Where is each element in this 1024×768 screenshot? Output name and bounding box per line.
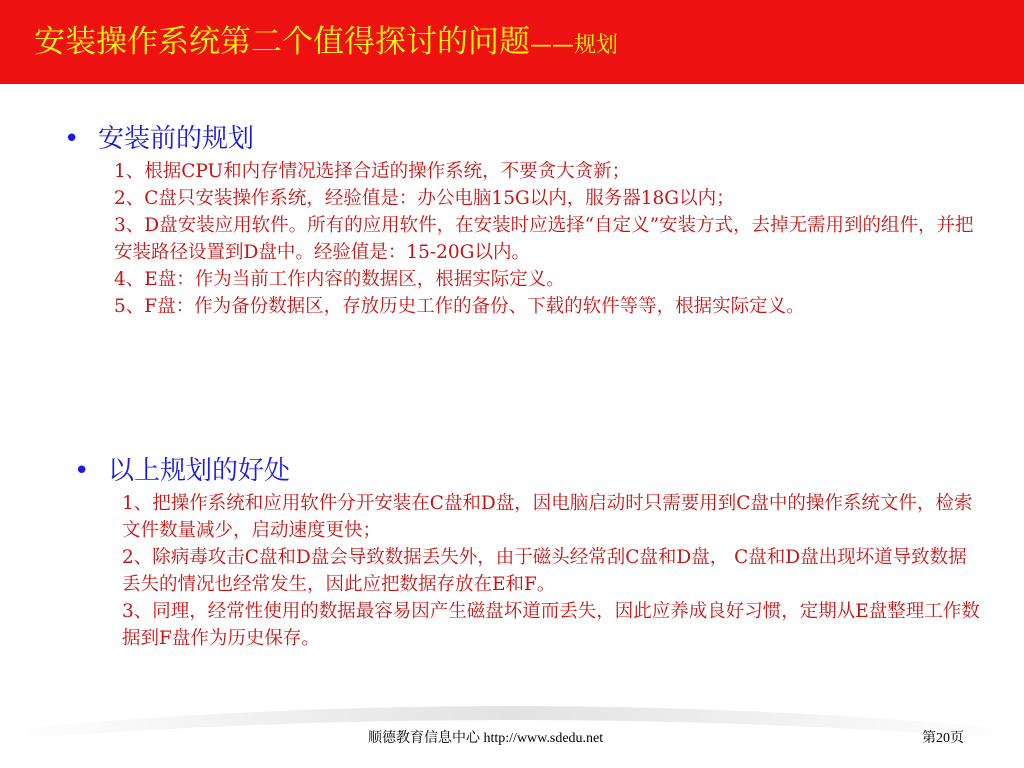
footer-source: 顺德教育信息中心 http://www.sdedu.net [368,731,604,746]
section-benefits [74,454,984,652]
list-item: 5、F盘：作为备份数据区，存放历史工作的备份、下载的软件等等，根据实际定义。 [114,296,805,317]
section-heading-text: 安装前的规划 [98,124,255,154]
bullet-dot-icon: • [64,124,80,154]
list-item: 1、根据CPU和内存情况选择合适的操作系统，不要贪大贪新； [114,161,631,182]
list-item: 2、C盘只安装操作系统，经验值是：办公电脑15G以内，服务器18G以内； [114,188,735,209]
section-planning [64,122,974,320]
slide-title-suffix: ——规划 [530,33,619,58]
section-heading-text: 以上规划的好处 [108,456,291,486]
list-item: 3、D盘安装应用软件。所有的应用软件，在安装时应选择“自定义”安装方式，去掉无需用到的组件，并把安装路径设置到D盘中。经验值是：15-20G以内。 [114,215,974,263]
list-item: 1、把操作系统和应用软件分开安装在C盘和D盘，因电脑启动时只需要用到C盘中的操作系统文件，检索文件数量减少，启动速度更快； [122,493,973,541]
title-bar [0,0,1024,84]
list-item: 3、同理，经常性使用的数据最容易因产生磁盘坏道而丢失，因此应养成良好习惯，定期从E盘整理工作数据到F盘作为历史保存。 [122,601,980,649]
section-heading [64,122,974,158]
slide-title [34,22,618,66]
page-number: 第20页 [922,731,964,746]
section-heading [74,454,984,490]
list-item: 2、除病毒攻击C盘和D盘会导致数据丢失外，由于磁头经常刮C盘和D盘， C盘和D盘出现坏道导致数据丢失的情况也经常发生，因此应把数据存放在E和F。 [122,547,967,595]
slide-title-main: 安装操作系统第二个值得探讨的问题 [34,24,530,60]
bullet-dot-icon: • [74,456,90,486]
list-item: 4、E盘：作为当前工作内容的数据区，根据实际定义。 [114,269,565,290]
